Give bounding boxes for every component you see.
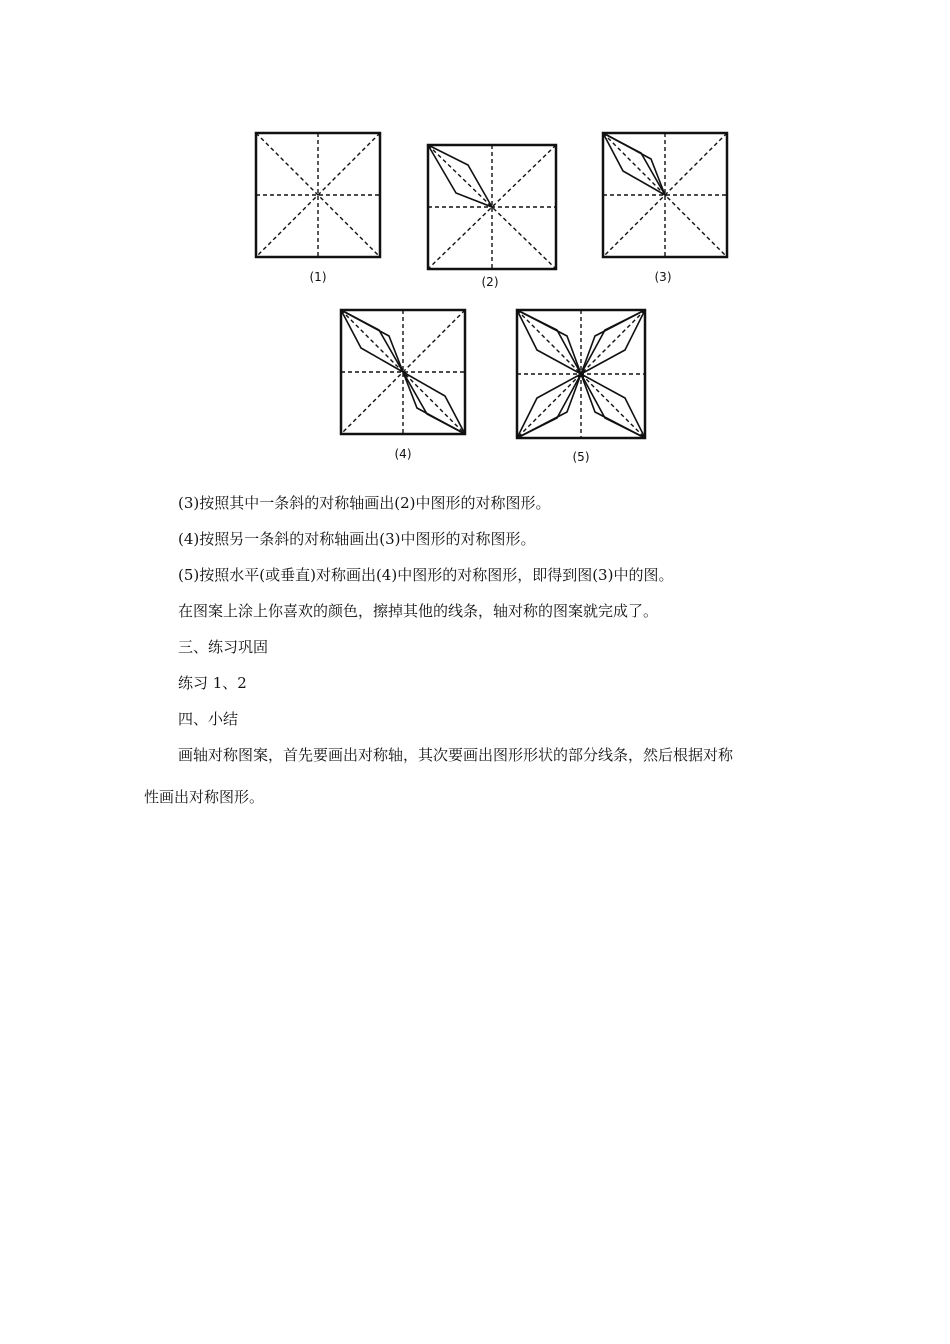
paragraph-step-3: (3)按照其中一条斜的对称轴画出(2)中图形的对称图形。 xyxy=(178,494,551,512)
figure-2-drawing xyxy=(426,143,558,271)
figure-2 xyxy=(426,143,558,271)
figure-1 xyxy=(254,131,382,259)
summary-line-1: 画轴对称图案，首先要画出对称轴，其次要画出图形形状的部分线条，然后根据对称 xyxy=(178,746,734,764)
summary-line-2: 性画出对称图形。 xyxy=(144,788,265,806)
figure-3 xyxy=(601,131,729,259)
figure-3-caption: (3) xyxy=(654,270,672,284)
figure-2-caption: (2) xyxy=(481,275,499,289)
figure-1-caption: (1) xyxy=(309,270,327,284)
figure-4-caption: (4) xyxy=(394,447,412,461)
section-heading-summary: 四、小结 xyxy=(178,710,239,728)
practice-items: 练习 1、2 xyxy=(178,674,247,692)
paragraph-step-4: (4)按照另一条斜的对称轴画出(3)中图形的对称图形。 xyxy=(178,530,536,548)
figure-5-drawing xyxy=(515,308,647,440)
paragraph-step-5: (5)按照水平(或垂直)对称画出(4)中图形的对称图形，即得到图(3)中的图。 xyxy=(178,566,674,584)
paragraph-coloring: 在图案上涂上你喜欢的颜色，擦掉其他的线条，轴对称的图案就完成了。 xyxy=(178,602,659,620)
figure-5-caption: (5) xyxy=(572,450,590,464)
figure-3-drawing xyxy=(601,131,729,259)
figure-5 xyxy=(515,308,647,440)
section-heading-practice: 三、练习巩固 xyxy=(178,638,269,656)
figure-1-drawing xyxy=(254,131,382,259)
figure-4 xyxy=(339,308,467,436)
figure-4-drawing xyxy=(339,308,467,436)
